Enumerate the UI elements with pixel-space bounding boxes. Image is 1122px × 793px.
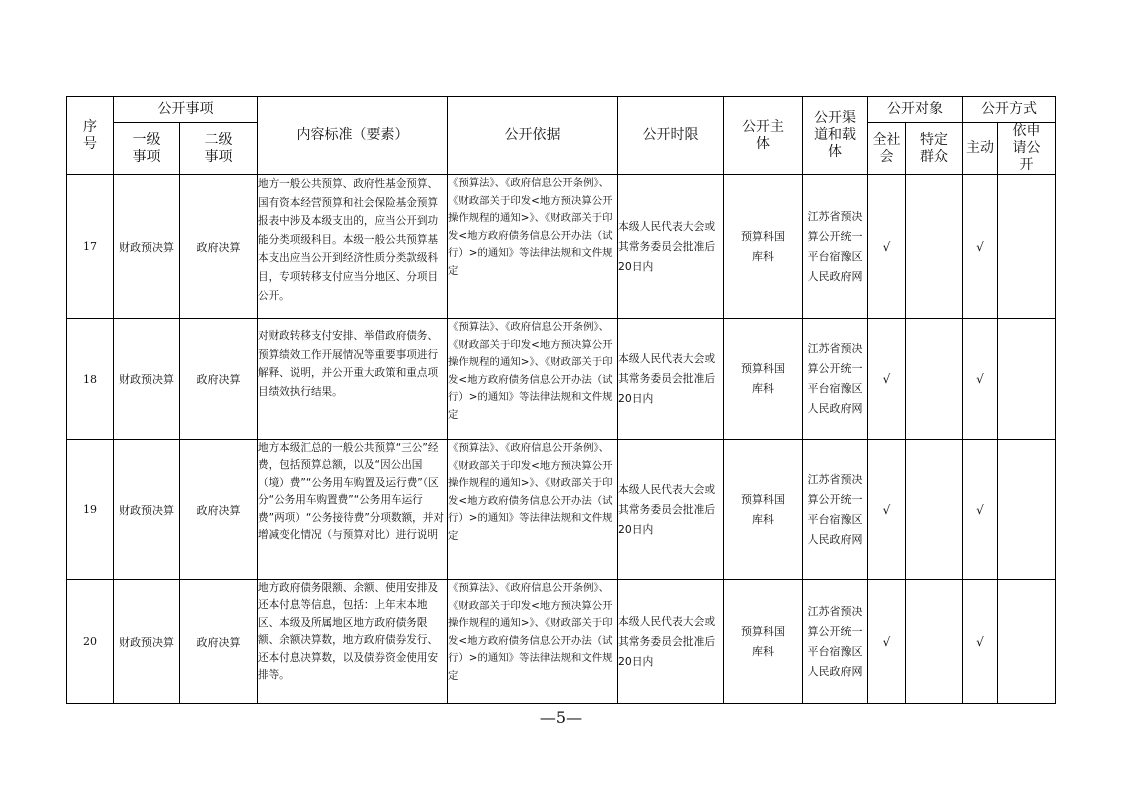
row-time: 本级人民代表大会或其常务委员会批准后20日内	[618, 319, 724, 440]
disclosure-table	[66, 96, 1056, 704]
row-basis: 《预算法》、《政府信息公开条例》、《财政部关于印发<地方预决算公开操作规程的通知>》、《财政部关于印发<地方政府债务信息公开办法（试行）>的通知》等法律法规和文件规定	[448, 580, 618, 704]
table-header	[67, 97, 1056, 175]
row-channel-text: 江苏省预决算公开统一平台宿豫区人民政府网	[807, 472, 863, 546]
row-method-active: √	[963, 440, 998, 580]
row-basis: 《预算法》、《政府信息公开条例》、《财政部关于印发<地方预决算公开操作规程的通知>》、《财政部关于印发<地方政府债务信息公开办法（试行）>的通知》等法律法规和文件规定	[448, 440, 618, 580]
row-target-all: √	[868, 319, 906, 440]
row-seq: 20	[67, 580, 114, 704]
row-seq: 18	[67, 319, 114, 440]
row-subject-text: 预算科国库科	[741, 229, 785, 263]
header-target-specific: 特定群众	[906, 123, 963, 175]
row-seq: 19	[67, 440, 114, 580]
table-row	[67, 175, 1056, 319]
row-level2: 政府决算	[180, 440, 258, 580]
header-target-all: 全社会	[868, 123, 906, 175]
row-method-request	[998, 175, 1056, 319]
row-target-all: √	[868, 175, 906, 319]
row-time: 本级人民代表大会或其常务委员会批准后20日内	[618, 580, 724, 704]
row-time: 本级人民代表大会或其常务委员会批准后20日内	[618, 440, 724, 580]
header-basis: 公开依据	[448, 97, 618, 175]
row-channel-text: 江苏省预决算公开统一平台宿豫区人民政府网	[807, 342, 863, 415]
row-target-all: √	[868, 440, 906, 580]
row-subject	[724, 175, 803, 319]
header-method-request: 依申请公开	[998, 123, 1056, 175]
row-level1: 财政预决算	[114, 440, 180, 580]
row-level1: 财政预决算	[114, 175, 180, 319]
row-target-all: √	[868, 580, 906, 704]
row-content: 地方一般公共预算、政府性基金预算、国有资本经营预算和社会保险基金预算报表中涉及本级支出的，应当公开到功能分类项级科目。本级一般公共预算基本支出应当公开到经济性质分类款级科目，专项转移支付应当分地区、分项目公开。	[258, 175, 448, 319]
header-target: 公开对象	[868, 97, 963, 123]
table-row	[67, 580, 1056, 704]
row-channel-text: 江苏省预决算公开统一平台宿豫区人民政府网	[807, 604, 863, 678]
row-content: 对财政转移支付安排、举借政府债务、预算绩效工作开展情况等重要事项进行解释、说明，并公开重大政策和重点项目绩效执行结果。	[258, 319, 448, 440]
row-time: 本级人民代表大会或其常务委员会批准后20日内	[618, 175, 724, 319]
row-target-specific	[906, 175, 963, 319]
table-body	[67, 175, 1056, 704]
header-method-active: 主动	[963, 123, 998, 175]
table-row	[67, 319, 1056, 440]
row-subject	[724, 580, 803, 704]
row-channel-text: 江苏省预决算公开统一平台宿豫区人民政府网	[807, 209, 863, 283]
row-level1: 财政预决算	[114, 319, 180, 440]
header-time: 公开时限	[618, 97, 724, 175]
header-seq: 序号	[67, 97, 114, 175]
header-subject: 公开主体	[724, 97, 803, 175]
row-target-specific	[906, 580, 963, 704]
row-channel	[803, 175, 868, 319]
header-level2: 二级事项	[180, 123, 258, 175]
row-level2: 政府决算	[180, 580, 258, 704]
row-method-request	[998, 580, 1056, 704]
row-method-request	[998, 319, 1056, 440]
row-method-active: √	[963, 319, 998, 440]
page-number: —5—	[539, 708, 583, 727]
header-channel: 公开渠道和载体	[803, 97, 868, 175]
row-content: 地方政府债务限额、余额、使用安排及还本付息等信息，包括：上年末本地区、本级及所属地区地方政府债务限额、余额决算数，地方政府债券发行、还本付息决算数，以及债券资金使用安排等。	[258, 580, 448, 704]
row-channel	[803, 440, 868, 580]
row-target-specific	[906, 319, 963, 440]
header-level1: 一级事项	[114, 123, 180, 175]
row-subject-text: 预算科国库科	[741, 624, 785, 658]
table-row	[67, 440, 1056, 580]
row-channel	[803, 319, 868, 440]
row-basis: 《预算法》、《政府信息公开条例》、《财政部关于印发<地方预决算公开操作规程的通知>》、《财政部关于印发<地方政府债务信息公开办法（试行）>的通知》等法律法规和文件规定	[448, 319, 618, 440]
row-method-active: √	[963, 580, 998, 704]
row-method-active: √	[963, 175, 998, 319]
row-subject	[724, 440, 803, 580]
header-matter: 公开事项	[114, 97, 258, 123]
row-subject-text: 预算科国库科	[741, 362, 785, 395]
row-subject-text: 预算科国库科	[741, 492, 785, 526]
row-method-request	[998, 440, 1056, 580]
row-level2: 政府决算	[180, 319, 258, 440]
row-level1: 财政预决算	[114, 580, 180, 704]
row-target-specific	[906, 440, 963, 580]
row-subject	[724, 319, 803, 440]
row-seq: 17	[67, 175, 114, 319]
row-level2: 政府决算	[180, 175, 258, 319]
header-content: 内容标准（要素）	[258, 97, 448, 175]
row-basis: 《预算法》、《政府信息公开条例》、《财政部关于印发<地方预决算公开操作规程的通知>》、《财政部关于印发<地方政府债务信息公开办法（试行）>的通知》等法律法规和文件规定	[448, 175, 618, 319]
row-content: 地方本级汇总的一般公共预算“三公”经费，包括预算总额，以及“因公出国（境）费”“公务用车购置及运行费”（区分“公务用车购置费”“公务用车运行费”两项）“公务接待费”分项数额，并对增减变化情况（与预算对比）进行说明	[258, 440, 448, 580]
header-method: 公开方式	[963, 97, 1056, 123]
row-channel	[803, 580, 868, 704]
